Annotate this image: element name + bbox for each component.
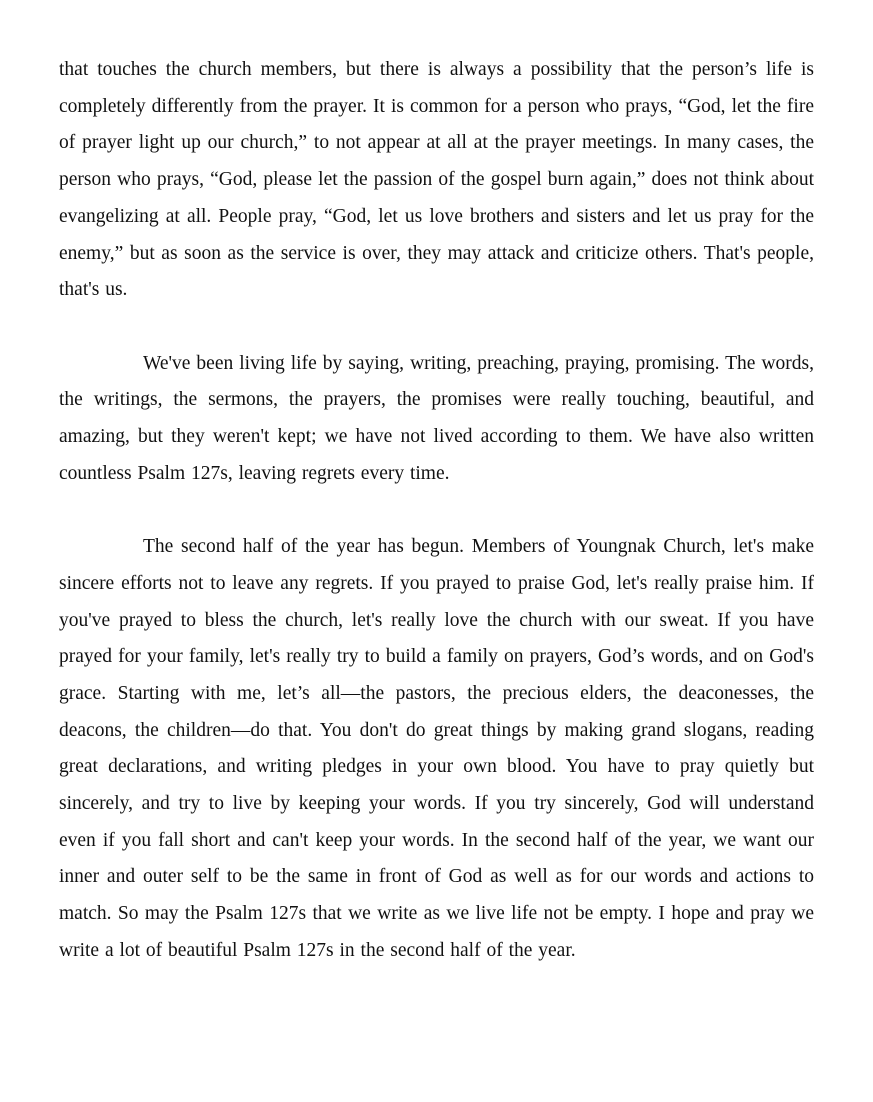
paragraph-2: We've been living life by saying, writing, preaching, praying, promising. The words, the writings, the sermons, the prayers, the promises were really touching, beautiful, and amazing, but they weren't kept; we have not lived according to them. We have also written countless Psalm 127s, leaving regrets every time. [59, 352, 814, 484]
paragraph-1: that touches the church members, but there is always a possibility that the person’s life is completely differently from the prayer. It is common for a person who prays, “God, let the fire of prayer light up our church,” to not appear at all at the prayer meetings. In many cases, the person who prays, “God, please let the passion of the gospel burn again,” does not think about evangelizing at all. People pray, “God, let us love brothers and sisters and let us pray for the enemy,” but as soon as the service is over, they may attack and criticize others. That's people, that's us. [59, 59, 814, 301]
document-page [59, 52, 814, 970]
paragraph-3: The second half of the year has begun. Members of Youngnak Church, let's make sincere efforts not to leave any regrets. If you prayed to praise God, let's really praise him. If you've prayed to bless the church, let's really love the church with our sweat. If you have prayed for your family, let's really try to build a family on prayers, God’s words, and on God's grace. Starting with me, let’s all—the pastors, the precious elders, the deaconesses, the deacons, the children—do that. You don't do great things by making grand slogans, reading great declarations, and writing pledges in your own blood. You have to pray quietly but sincerely, and try to live by keeping your words. If you try sincerely, God will understand even if you fall short and can't keep your words. In the second half of the year, we want our inner and outer self to be the same in front of God as well as for our words and actions to match. So may the Psalm 127s that we write as we live life not be empty. I hope and pray we write a lot of beautiful Psalm 127s in the second half of the year. [59, 536, 814, 961]
